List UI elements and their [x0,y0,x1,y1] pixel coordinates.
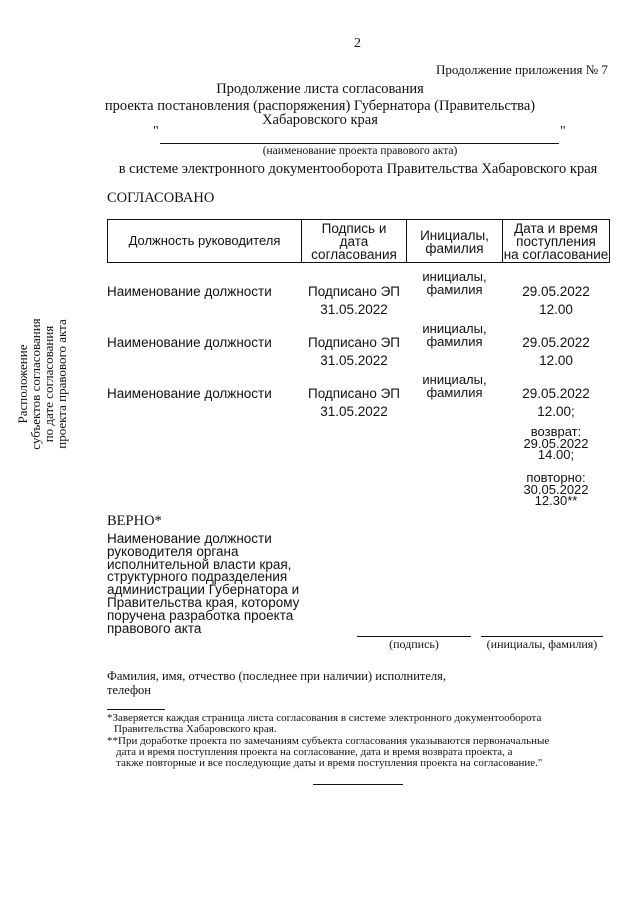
agreed-heading: СОГЛАСОВАНО [107,190,215,206]
quote-close: " [560,124,566,139]
row-initials [407,270,502,296]
row-datetime-line: 12.00 [539,302,573,317]
row-signature-line: Подписано ЭП [307,284,401,299]
system-line: в системе электронного документооборота Правительства Хабаровского края [118,161,598,177]
verifier-position-line: Правительства края, которому [107,594,300,610]
appendix-continuation: Продолжение приложения № 7 [436,62,608,77]
row-signature-line: Подписано ЭП [307,386,401,401]
row-datetime [503,385,609,421]
row-signature [298,283,410,319]
title-line-3: Хабаровского края [262,112,378,128]
header-datetime-line: на согласование [503,247,609,262]
row-datetime [503,334,609,370]
row-datetime-line: 29.05.2022 [522,335,590,350]
row-signature-line: 31.05.2022 [320,404,388,419]
verifier-position-line: исполнительной власти края, [107,556,292,572]
row-datetime-line: 12.00; [537,404,575,419]
header-signature-line: Подпись и [321,221,387,236]
verifier-position [107,533,299,635]
row-again [503,472,609,507]
row-initials-line: фамилия [426,282,483,297]
row-initials-line: фамилия [426,385,483,400]
row-initials-line: инициалы, [422,269,487,284]
row-signature-line: Подписано ЭП [307,335,401,350]
footnote-separator [107,709,165,710]
row-initials [407,322,502,348]
row-return-line: возврат: [530,424,582,439]
row-signature [298,334,410,370]
row-return [503,426,609,461]
verifier-position-line: поручена разработка проекта [107,607,294,623]
row-again-line: 30.05.2022 [523,481,589,497]
header-signature-line: согласования [311,247,397,262]
table-header-bottom-border [107,262,609,263]
row-initials-line: инициалы, [422,372,487,387]
footnote-line: также повторные и все последующие даты и время поступления проекта на согласование." [116,757,543,769]
footnote-1 [107,713,541,735]
verifier-position-line: Наименование должности [107,531,272,546]
title-line-1: Продолжение листа согласования [216,81,424,97]
executor-info [107,669,446,697]
row-datetime [503,283,609,319]
row-return-line: 29.05.2022 [523,435,589,451]
header-initials [407,229,502,255]
header-datetime [503,222,609,261]
row-initials-line: фамилия [426,334,483,349]
footnote-line: Правительства Хабаровского края. [114,723,277,735]
row-position: Наименование должности [107,386,272,401]
title-line-2: проекта постановления (распоряжения) Губернатора (Правительства) [104,98,536,114]
row-again-line: повторно: [526,470,586,485]
verified-heading: ВЕРНО* [107,513,162,529]
act-name-caption: (наименование проекта правового акта) [262,145,458,157]
end-separator [313,784,403,785]
header-initials-line: Инициалы, [420,228,489,243]
executor-line: Фамилия, имя, отчество (последнее при наличии) исполнителя, [107,669,447,683]
signature-caption: (подпись) [389,637,439,651]
row-signature-line: 31.05.2022 [320,353,388,368]
footnote-line: *Заверяется каждая страница листа согласования в системе электронного документооборота [107,712,542,724]
table-border-right [609,219,610,263]
header-datetime-line: поступления [516,234,596,249]
verifier-position-line: структурного подразделения [107,569,288,585]
act-name-underline [160,143,559,144]
footnote-line: **При доработке проекта по замечаниям субъекта согласования указываются первоначальные [107,735,550,747]
side-note-line: субъектов согласования [28,318,43,450]
initials-caption: (инициалы, фамилия) [486,637,598,651]
header-initials-line: фамилия [425,241,484,256]
row-datetime-line: 29.05.2022 [522,386,590,401]
row-position: Наименование должности [107,284,272,299]
header-signature-line: дата [339,234,369,249]
quote-open: " [153,124,159,139]
side-note [16,284,68,484]
row-datetime-line: 29.05.2022 [522,284,590,299]
row-datetime-line: 12.00 [539,353,573,368]
table-top-border [107,219,609,220]
verifier-position-line: администрации Губернатора и [107,582,300,598]
verifier-position-line: правового акта [107,620,202,636]
row-return-line: 14.00; [537,447,575,462]
page-number: 2 [354,36,361,51]
footnote-line: дата и время поступления проекта на согласование, дата и время возврата проекта, а [116,746,513,758]
side-note-line: Расположение [15,344,30,424]
row-initials [407,373,502,399]
row-again-line: 12.30** [534,493,578,508]
header-position: Должность руководителя [128,233,281,248]
header-datetime-line: Дата и время [514,221,598,236]
row-initials-line: инициалы, [422,321,487,336]
side-note-line: по дате согласования [41,325,56,443]
side-note-line: проекта правового акта [54,319,69,449]
header-signature [302,222,406,261]
footnote-2 [107,736,549,769]
row-signature [298,385,410,421]
executor-line: телефон [107,683,151,697]
verifier-position-line: руководителя органа [107,543,239,559]
row-position: Наименование должности [107,335,272,350]
row-signature-line: 31.05.2022 [320,302,388,317]
